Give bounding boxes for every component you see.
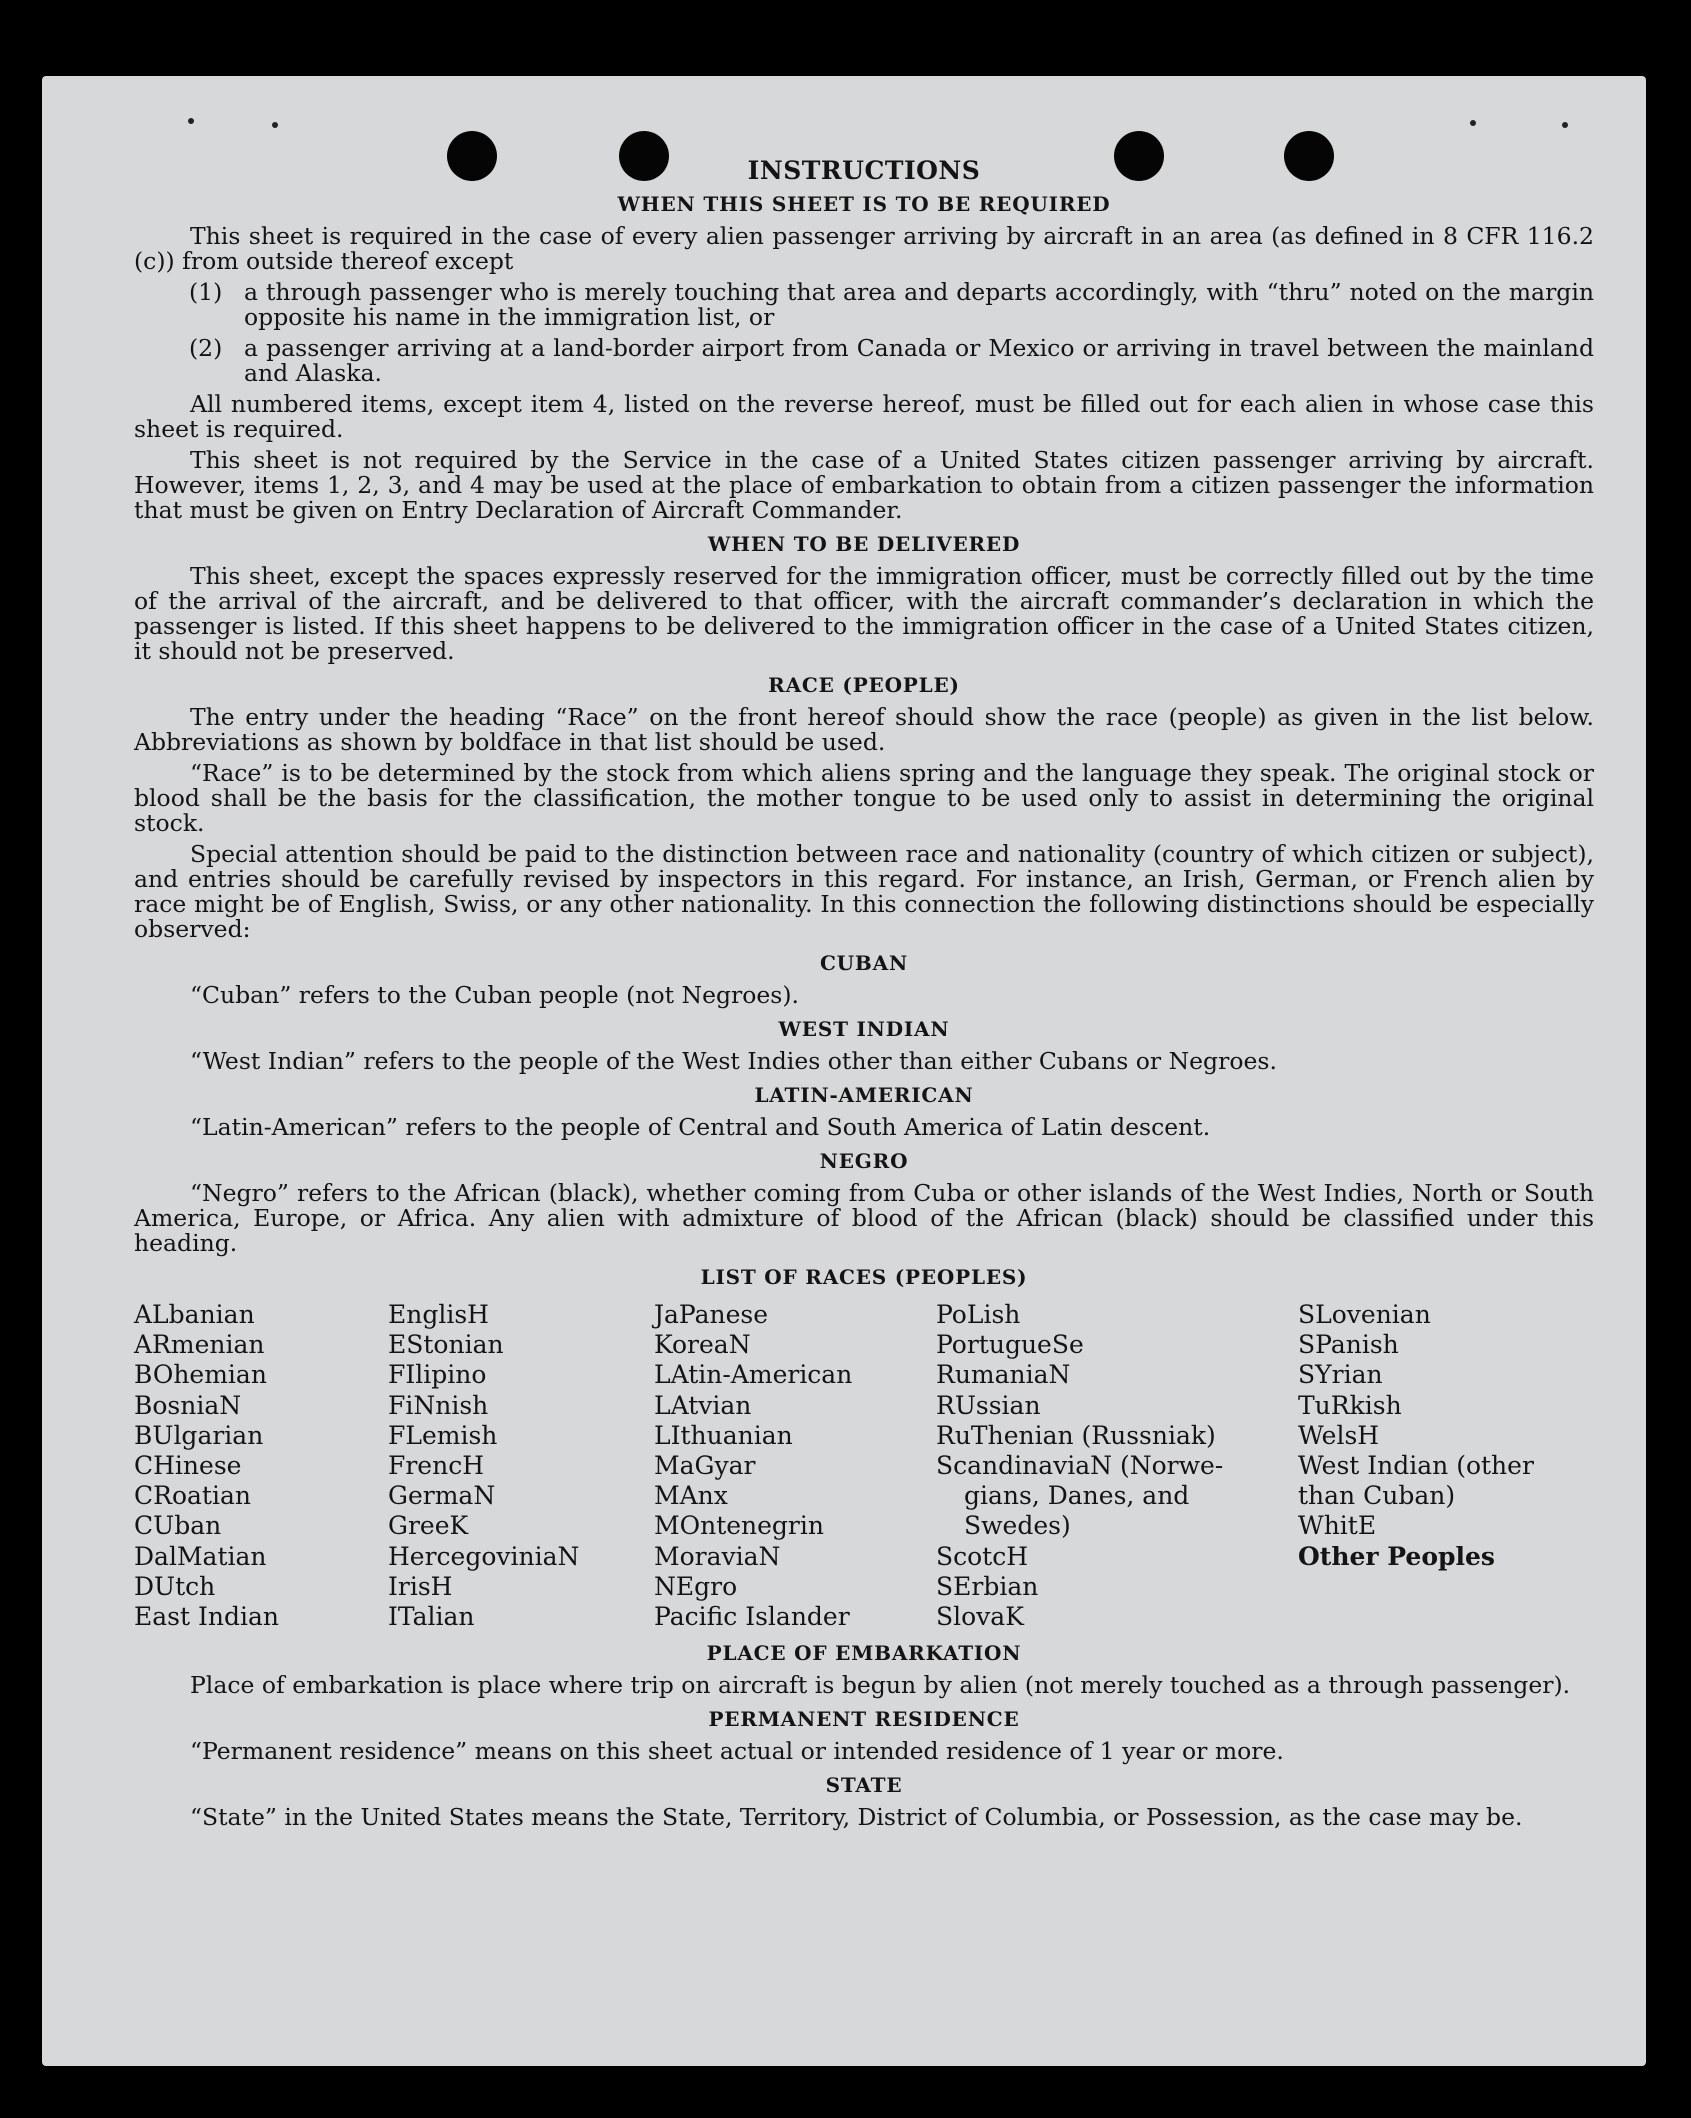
- race-item: WhitE: [1298, 1511, 1377, 1541]
- race-item: SLovenian: [1298, 1300, 1431, 1329]
- section-heading: WHEN THIS SHEET IS TO BE REQUIRED: [617, 192, 1111, 216]
- paragraph: “West Indian” refers to the people of the West Indies other than either Cubans or Negroes.: [190, 1047, 1277, 1075]
- race-item: Pacific Islander: [654, 1602, 850, 1632]
- race-item: ITalian: [388, 1602, 475, 1632]
- race-item: DalMatian: [134, 1541, 267, 1571]
- section-heading: RACE (PEOPLE): [768, 673, 960, 697]
- paragraph: “Cuban” refers to the Cuban people (not Negroes).: [190, 981, 800, 1009]
- race-item: CUban: [134, 1511, 222, 1541]
- paragraph: Place of embarkation is place where trip on aircraft is begun by alien (not merely touched as a through passenger).: [190, 1671, 1571, 1700]
- race-column: [1298, 1300, 1594, 1632]
- race-item: LAtin-American: [654, 1360, 853, 1390]
- term-heading: NEGRO: [819, 1149, 909, 1173]
- race-item: NEgro: [654, 1571, 738, 1601]
- section-heading: PERMANENT RESIDENCE: [708, 1707, 1020, 1732]
- section-heading: WHEN TO BE DELIVERED: [707, 532, 1021, 556]
- race-column: [654, 1300, 936, 1632]
- speck: [1470, 120, 1476, 126]
- race-item: RuThenian (Russniak): [936, 1420, 1216, 1450]
- race-item: Swedes): [964, 1511, 1071, 1541]
- section-heading: PLACE OF EMBARKATION: [706, 1641, 1022, 1666]
- race-item: PoLish: [936, 1300, 1021, 1329]
- race-item: FLemish: [388, 1420, 498, 1450]
- paragraph: “Permanent residence” means on this sheet actual or intended residence of 1 year or more.: [190, 1737, 1284, 1766]
- page-title: INSTRUCTIONS: [747, 156, 981, 185]
- race-item: CHinese: [134, 1451, 242, 1481]
- race-column: [388, 1300, 654, 1632]
- race-item: LAtvian: [654, 1390, 752, 1420]
- numbered-item: (2) a passenger arriving at a land-border airport from Canada or Mexico or arriving in travel between the mainland and Alaska.: [189, 334, 1594, 387]
- race-item: West Indian (other: [1298, 1451, 1534, 1481]
- race-item: East Indian: [134, 1602, 279, 1632]
- paragraph: “State” in the United States means the State, Territory, District of Columbia, or Possession, as the case may be.: [190, 1803, 1523, 1832]
- race-item: MaGyar: [654, 1451, 756, 1481]
- race-item: gians, Danes, and: [964, 1481, 1190, 1511]
- race-item: GreeK: [388, 1511, 469, 1541]
- race-item: FiNnish: [388, 1390, 489, 1420]
- term-heading: LATIN-AMERICAN: [754, 1083, 974, 1107]
- race-item: HercegoviniaN: [388, 1541, 580, 1571]
- race-item: BOhemian: [134, 1360, 267, 1390]
- race-item: PortugueSe: [936, 1330, 1084, 1360]
- race-item: MAnx: [654, 1481, 728, 1511]
- term-heading: WEST INDIAN: [778, 1017, 950, 1041]
- paragraph: All numbered items, except item 4, listed on the reverse hereof, must be filled out for each alien in whose case this sheet is required.: [134, 390, 1594, 443]
- race-item: FrencH: [388, 1451, 484, 1481]
- numbered-item: (1) a through passenger who is merely touching that area and departs accordingly, with “thru” noted on the margin opposite his name in the immigration list, or: [189, 278, 1594, 331]
- race-column: [134, 1300, 388, 1632]
- speck: [1562, 122, 1568, 128]
- race-item: JaPanese: [654, 1300, 769, 1329]
- race-item: IrisH: [388, 1571, 453, 1601]
- race-item: ALbanian: [134, 1300, 255, 1329]
- race-item: TuRkish: [1298, 1390, 1402, 1420]
- race-column: [936, 1300, 1298, 1632]
- race-item: ScotcH: [936, 1541, 1029, 1571]
- race-item: ARmenian: [134, 1330, 265, 1360]
- term-definition: [134, 951, 1594, 1174]
- race-list: [134, 1300, 1594, 1632]
- race-item: BUlgarian: [134, 1420, 264, 1450]
- speck: [188, 118, 194, 124]
- paragraph: This sheet, except the spaces expressly reserved for the immigration officer, must be correctly filled out by the time of the arrival of the aircraft, and be delivered to that officer, with the aircraft commander’s declaration in which the passenger is listed. If this sheet happens to be delivered to the immigration officer in the case of a United States citizen, it should not be preserved.: [134, 562, 1594, 665]
- race-item: LIthuanian: [654, 1420, 793, 1450]
- race-item: RUssian: [936, 1390, 1041, 1420]
- race-item: GermaN: [388, 1481, 496, 1511]
- speck: [272, 122, 278, 128]
- paragraph: This sheet is not required by the Service in the case of a United States citizen passenger arriving by aircraft. However, items 1, 2, 3, and 4 may be used at the place of embarkation to obtain from a citizen passenger the information that must be given on Entry Declaration of Aircraft Commander.: [134, 446, 1594, 524]
- document-sheet: [42, 76, 1646, 2066]
- race-item: WelsH: [1298, 1420, 1380, 1450]
- paragraph: The entry under the heading “Race” on the front hereof should show the race (people) as given in the list below. Abbreviations as shown by boldface in that list should be used.: [134, 703, 1594, 756]
- race-item: SPanish: [1298, 1330, 1399, 1360]
- paragraph: This sheet is required in the case of every alien passenger arriving by aircraft in an area (as defined in 8 CFR 116.2 (c)) from outside thereof except: [134, 222, 1594, 275]
- section-heading: STATE: [825, 1773, 903, 1798]
- instructions-content: [134, 158, 1594, 1836]
- race-item: ScandinaviaN (Norwe-: [936, 1451, 1224, 1481]
- race-item: FIlipino: [388, 1360, 487, 1390]
- race-item: SlovaK: [936, 1602, 1024, 1632]
- paragraph: “Race” is to be determined by the stock from which aliens spring and the language they speak. The original stock or blood shall be the basis for the classification, the mother tongue to be used only to assist in determining the original stock.: [134, 759, 1594, 837]
- race-item: BosniaN: [134, 1390, 242, 1420]
- race-item: KoreaN: [654, 1330, 751, 1360]
- section-heading: LIST OF RACES (PEOPLES): [700, 1265, 1028, 1289]
- paragraph: Special attention should be paid to the distinction between race and nationality (country of which citizen or subject), and entries should be carefully revised by inspectors in this regard. For instance, an Irish, German, or French alien by race might be of English, Swiss, or any other nationality. In this connection the following distinctions should be especially observed:: [134, 840, 1594, 943]
- race-item: DUtch: [134, 1571, 216, 1601]
- race-item: Other Peoples: [1298, 1541, 1495, 1571]
- race-item: EnglisH: [388, 1300, 489, 1329]
- race-item: CRoatian: [134, 1481, 251, 1511]
- race-item: MoraviaN: [654, 1541, 781, 1571]
- term-heading: CUBAN: [819, 951, 909, 975]
- race-item: EStonian: [388, 1330, 504, 1360]
- paragraph: “Negro” refers to the African (black), whether coming from Cuba or other islands of the West Indies, North or South America, Europe, or Africa. Any alien with admixture of blood of the African (black) should be classified under this heading.: [134, 1179, 1594, 1257]
- race-item: SErbian: [936, 1571, 1039, 1601]
- race-item: RumaniaN: [936, 1360, 1071, 1390]
- race-item: SYrian: [1298, 1360, 1383, 1390]
- race-item: than Cuban): [1298, 1481, 1456, 1511]
- paragraph: “Latin-American” refers to the people of Central and South America of Latin descent.: [190, 1113, 1211, 1141]
- race-item: MOntenegrin: [654, 1511, 824, 1541]
